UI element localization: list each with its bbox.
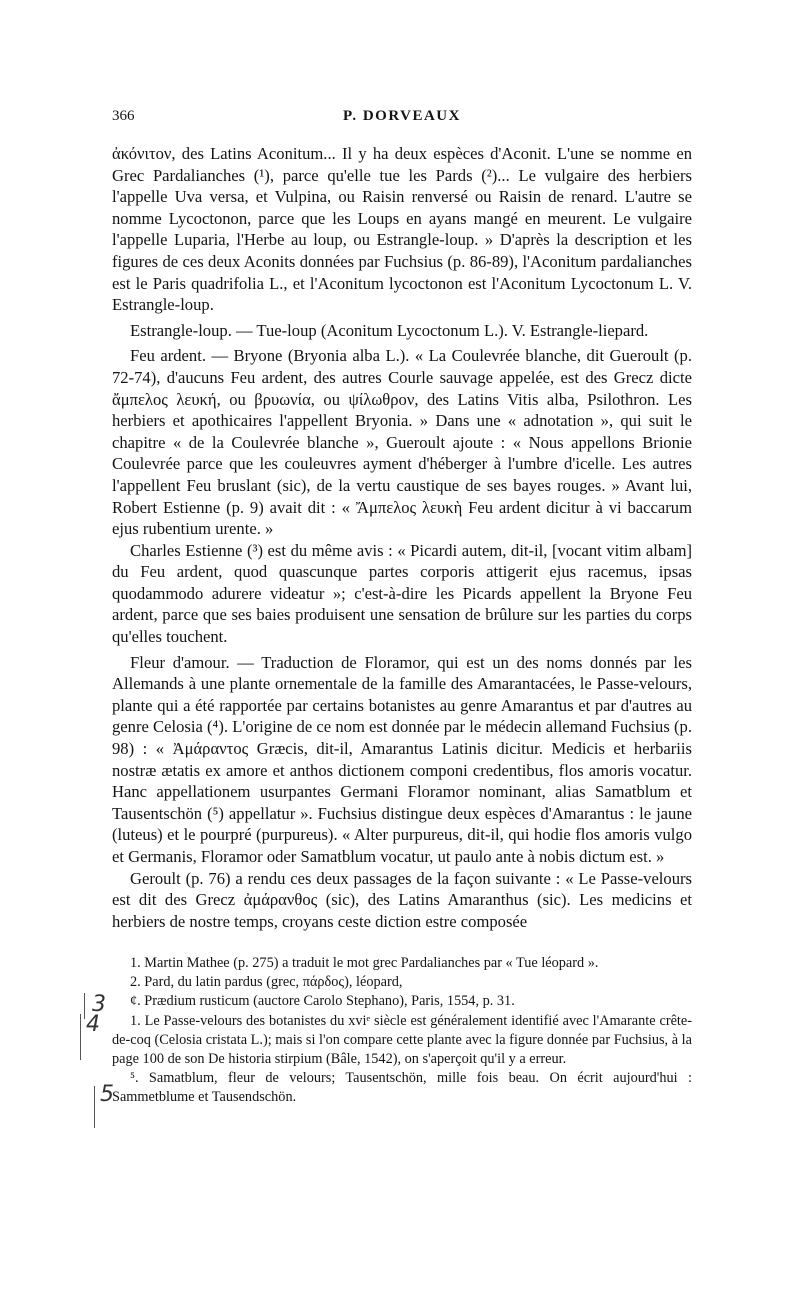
running-head: P. DORVEAUX <box>343 108 461 124</box>
margin-bar <box>94 1086 95 1128</box>
footnote-5: ⁵. Samatblum, fleur de velours; Tausentschön, mille fois beau. On écrit aujourd'hui : Sammetblume et Tausendschön. <box>112 1070 692 1106</box>
footnote-3: ¢. Prædium rusticum (auctore Carolo Stephano), Paris, 1554, p. 31. <box>130 993 515 1010</box>
page-number: 366 <box>112 108 135 124</box>
footnotes <box>112 954 692 1108</box>
main-text <box>112 143 692 932</box>
paragraph-charles-estienne: Charles Estienne (³) est du même avis : « Picardi autem, dit-il, [vocant vitim albam] du Feu ardent, quod quascunque partes corporis attigerit ejus racemus, ipsas quodammodo adurere videatur »; c'est-à-dire les Picards appellent la Bryone Feu ardent, parce que ses baies produisent une sensation de brûlure sur les parties du corps qu'elles touchent. <box>112 540 692 647</box>
margin-mark-3: 3 <box>92 992 106 1017</box>
margin-bar <box>80 1014 81 1060</box>
margin-mark-5: 5 <box>100 1082 114 1107</box>
margin-mark-4: 4 <box>86 1012 100 1037</box>
footnote-2: 2. Pard, du latin pardus (grec, πάρδος), léopard, <box>130 974 403 991</box>
paragraph-geroult: Geroult (p. 76) a rendu ces deux passages de la façon suivante : « Le Passe-velours est dit des Grecz ἀμάρανθος (sic), des Latins Amaranthus (sic). Les medicins et herbiers de nostre temps, croyans ceste diction estre composée <box>112 868 692 931</box>
entry-feu-ardent: Feu ardent. — Bryone (Bryonia alba L.). « La Coulevrée blanche, dit Gueroult (p. 72-74), d'aucuns Feu ardent, des autres Courle sauvage appelée, est des Grecz dicte ἄμπελος λευκή, ou βρυωνία, ou ψίλωθρον, des Latins Vitis alba, Psilothron. Les herbiers et apothicaires l'appellent Bryonia. » Dans une « adnotation », qui suit le chapitre « de la Coulevrée blanche », Gueroult ajoute : « Nous appellons Brionie Coulevrée parce que les couleuvres ayment d'héberger à l'umbre d'icelle. Les autres l'appellent Feu bruslant (sic), de la vertu caustique de ses bayes rouges. » Avant lui, Robert Estienne (p. 9) avait dit : « Ἄμπελος λευκὴ Feu ardent dicitur à vi baccarum ejus rubentium urente. » <box>112 346 692 539</box>
entry-estrangle-loup: Estrangle-loup. — Tue-loup (Aconitum Lycoctonum L.). V. Estrangle-liepard. <box>130 320 649 340</box>
page-header <box>112 108 692 132</box>
margin-bar <box>84 993 85 1019</box>
entry-fleur-damour: Fleur d'amour. — Traduction de Floramor, qui est un des noms donnés par les Allemands à une plante ornementale de la famille des Amarantacées, le Passe-velours, plante qui a été rapportée par certains botanistes au genre Amarantus et par d'autres au genre Celosia (⁴). L'origine de ce nom est donnée par le médecin allemand Fuchsius (p. 98) : « Ἀμάραντος Græcis, dit-il, Amarantus Latinis dicitur. Medicis et herbariis nostræ ætatis ex amore et anthos dictionem componi credentibus, flos amoris vocatur. Hanc appellationem usurpantes Germani Floramor nominant, alias Samatblum et Tausentschön (⁵) appellatur ». Fuchsius distingue deux espèces d'Amarantus : le jaune (luteus) et le pourpré (purpureus). « Alter purpureus, dit-il, qui hodie flos amoris vulgo et Germanis, Floramor oder Samatblum vocatur, ut paulo ante à nobis dictum est. » <box>112 652 692 866</box>
paragraph-aconit: ἀκόνιτον, des Latins Aconitum... Il y ha deux espèces d'Aconit. L'une se nomme en Grec Pardalianches (¹), parce qu'elle tue les Pards (²)... Le vulgaire des herbiers l'appelle Uva versa, et Vulpina, ou Raisin renversé ou Raisin de renard. L'autre se nomme Lycoctonon, parce que les Loups en ayans mangé en meurent. Le vulgaire l'appelle Luparia, l'Herbe au loup, ou Estrangle-loup. » D'après la description et les figures de ces deux Aconits données par Fuchsius (p. 86-89), l'Aconitum pardalianches est le Paris quadrifolia L., et l'Aconitum lycoctonon est l'Aconitum Lycoctonum L. V. Estrangle-loup. <box>112 144 692 315</box>
footnote-1: 1. Martin Mathee (p. 275) a traduit le mot grec Pardalianches par « Tue léopard ». <box>130 955 599 971</box>
footnote-4: 1. Le Passe-velours des botanistes du xviᵉ siècle est généralement identifié avec l'Amarante crête-de-coq (Celosia cristata L.); mais si l'on compare cette plante avec la figure donnée par Fuchsius, à la page 100 de son De historia stirpium (Bâle, 1542), on s'aperçoit qu'il y a erreur. <box>112 1012 692 1068</box>
